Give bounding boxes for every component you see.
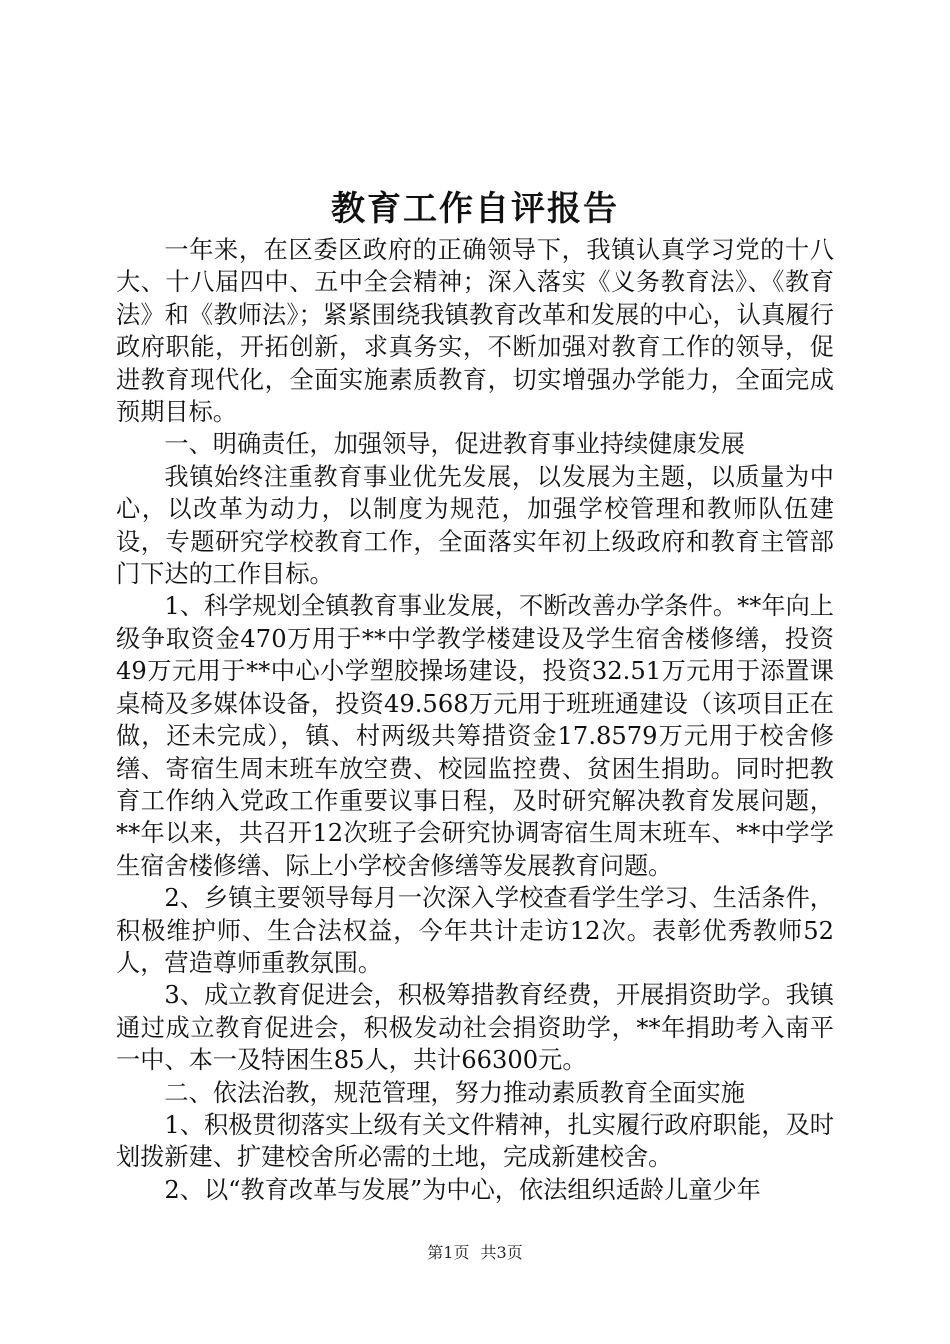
paragraph-item-2-1: 1、积极贯彻落实上级有关文件精神，扎实履行政府职能，及时划拨新建、扩建校舍所必需的土地，完成新建校舍。 xyxy=(116,1110,834,1172)
page-total: 共3页 xyxy=(480,1243,523,1262)
paragraph-item-1-3: 3、成立教育促进会，积极筹措教育经费，开展捐资助学。我镇通过成立教育促进会，积极发动社会捐资助学，**年捐助考入南平一中、本一及特困生85人，共计66300元。 xyxy=(116,981,834,1075)
paragraph-section-1-intro: 我镇始终注重教育事业优先发展，以发展为主题，以质量为中心，以改革为动力，以制度为规范，加强学校管理和教师队伍建设，专题研究学校教育工作，全面落实年初上级政府和教育主管部门下达的工作目标。 xyxy=(116,462,834,589)
page-footer xyxy=(0,1240,950,1263)
document-body xyxy=(116,234,834,1206)
paragraph-item-1-1: 1、科学规划全镇教育事业发展，不断改善办学条件。**年向上级争取资金470万用于**中学教学楼建设及学生宿舍楼修缮，投资49万元用于**中心小学塑胶操场建设，投资32.51万元用于添置课桌椅及多媒体设备，投资49.568万元用于班班通建设（该项目正在做，还未完成），镇、村两级共筹措资金17.8579万元用于校舍修缮、寄宿生周末班车放空费、校园监控费、贫困生捐助。同时把教育工作纳入党政工作重要议事日程，及时研究解决教育发展问题，**年以来，共召开12次班子会研究协调寄宿生周末班车、**中学学生宿舍楼修缮、际上小学校舍修缮等发展教育问题。 xyxy=(116,592,834,880)
paragraph-item-1-2: 2、乡镇主要领导每月一次深入学校查看学生学习、生活条件，积极维护师、生合法权益，今年共计走访12次。表彰优秀教师52人，营造尊师重教氛围。 xyxy=(116,884,834,977)
paragraph-item-2-2: 2、以“教育改革与发展”为中心，依法组织适龄儿童少年 xyxy=(164,1175,761,1204)
page-number: 第1页 xyxy=(427,1243,470,1262)
section-heading-2: 二、依法治教，规范管理，努力推动素质教育全面实施 xyxy=(164,1078,745,1107)
paragraph-intro: 一年来，在区委区政府的正确领导下，我镇认真学习党的十八大、十八届四中、五中全会精神；深入落实《义务教育法》、《教育法》和《教师法》；紧紧围绕我镇教育改革和发展的中心，认真履行政府职能，开拓创新，求真务实，不断加强对教育工作的领导，促进教育现代化，全面实施素质教育，切实增强办学能力，全面完成预期目标。 xyxy=(116,236,834,427)
document-title: 教育工作自评报告 xyxy=(331,189,619,229)
section-heading-1: 一、明确责任，加强领导，促进教育事业持续健康发展 xyxy=(164,430,745,459)
